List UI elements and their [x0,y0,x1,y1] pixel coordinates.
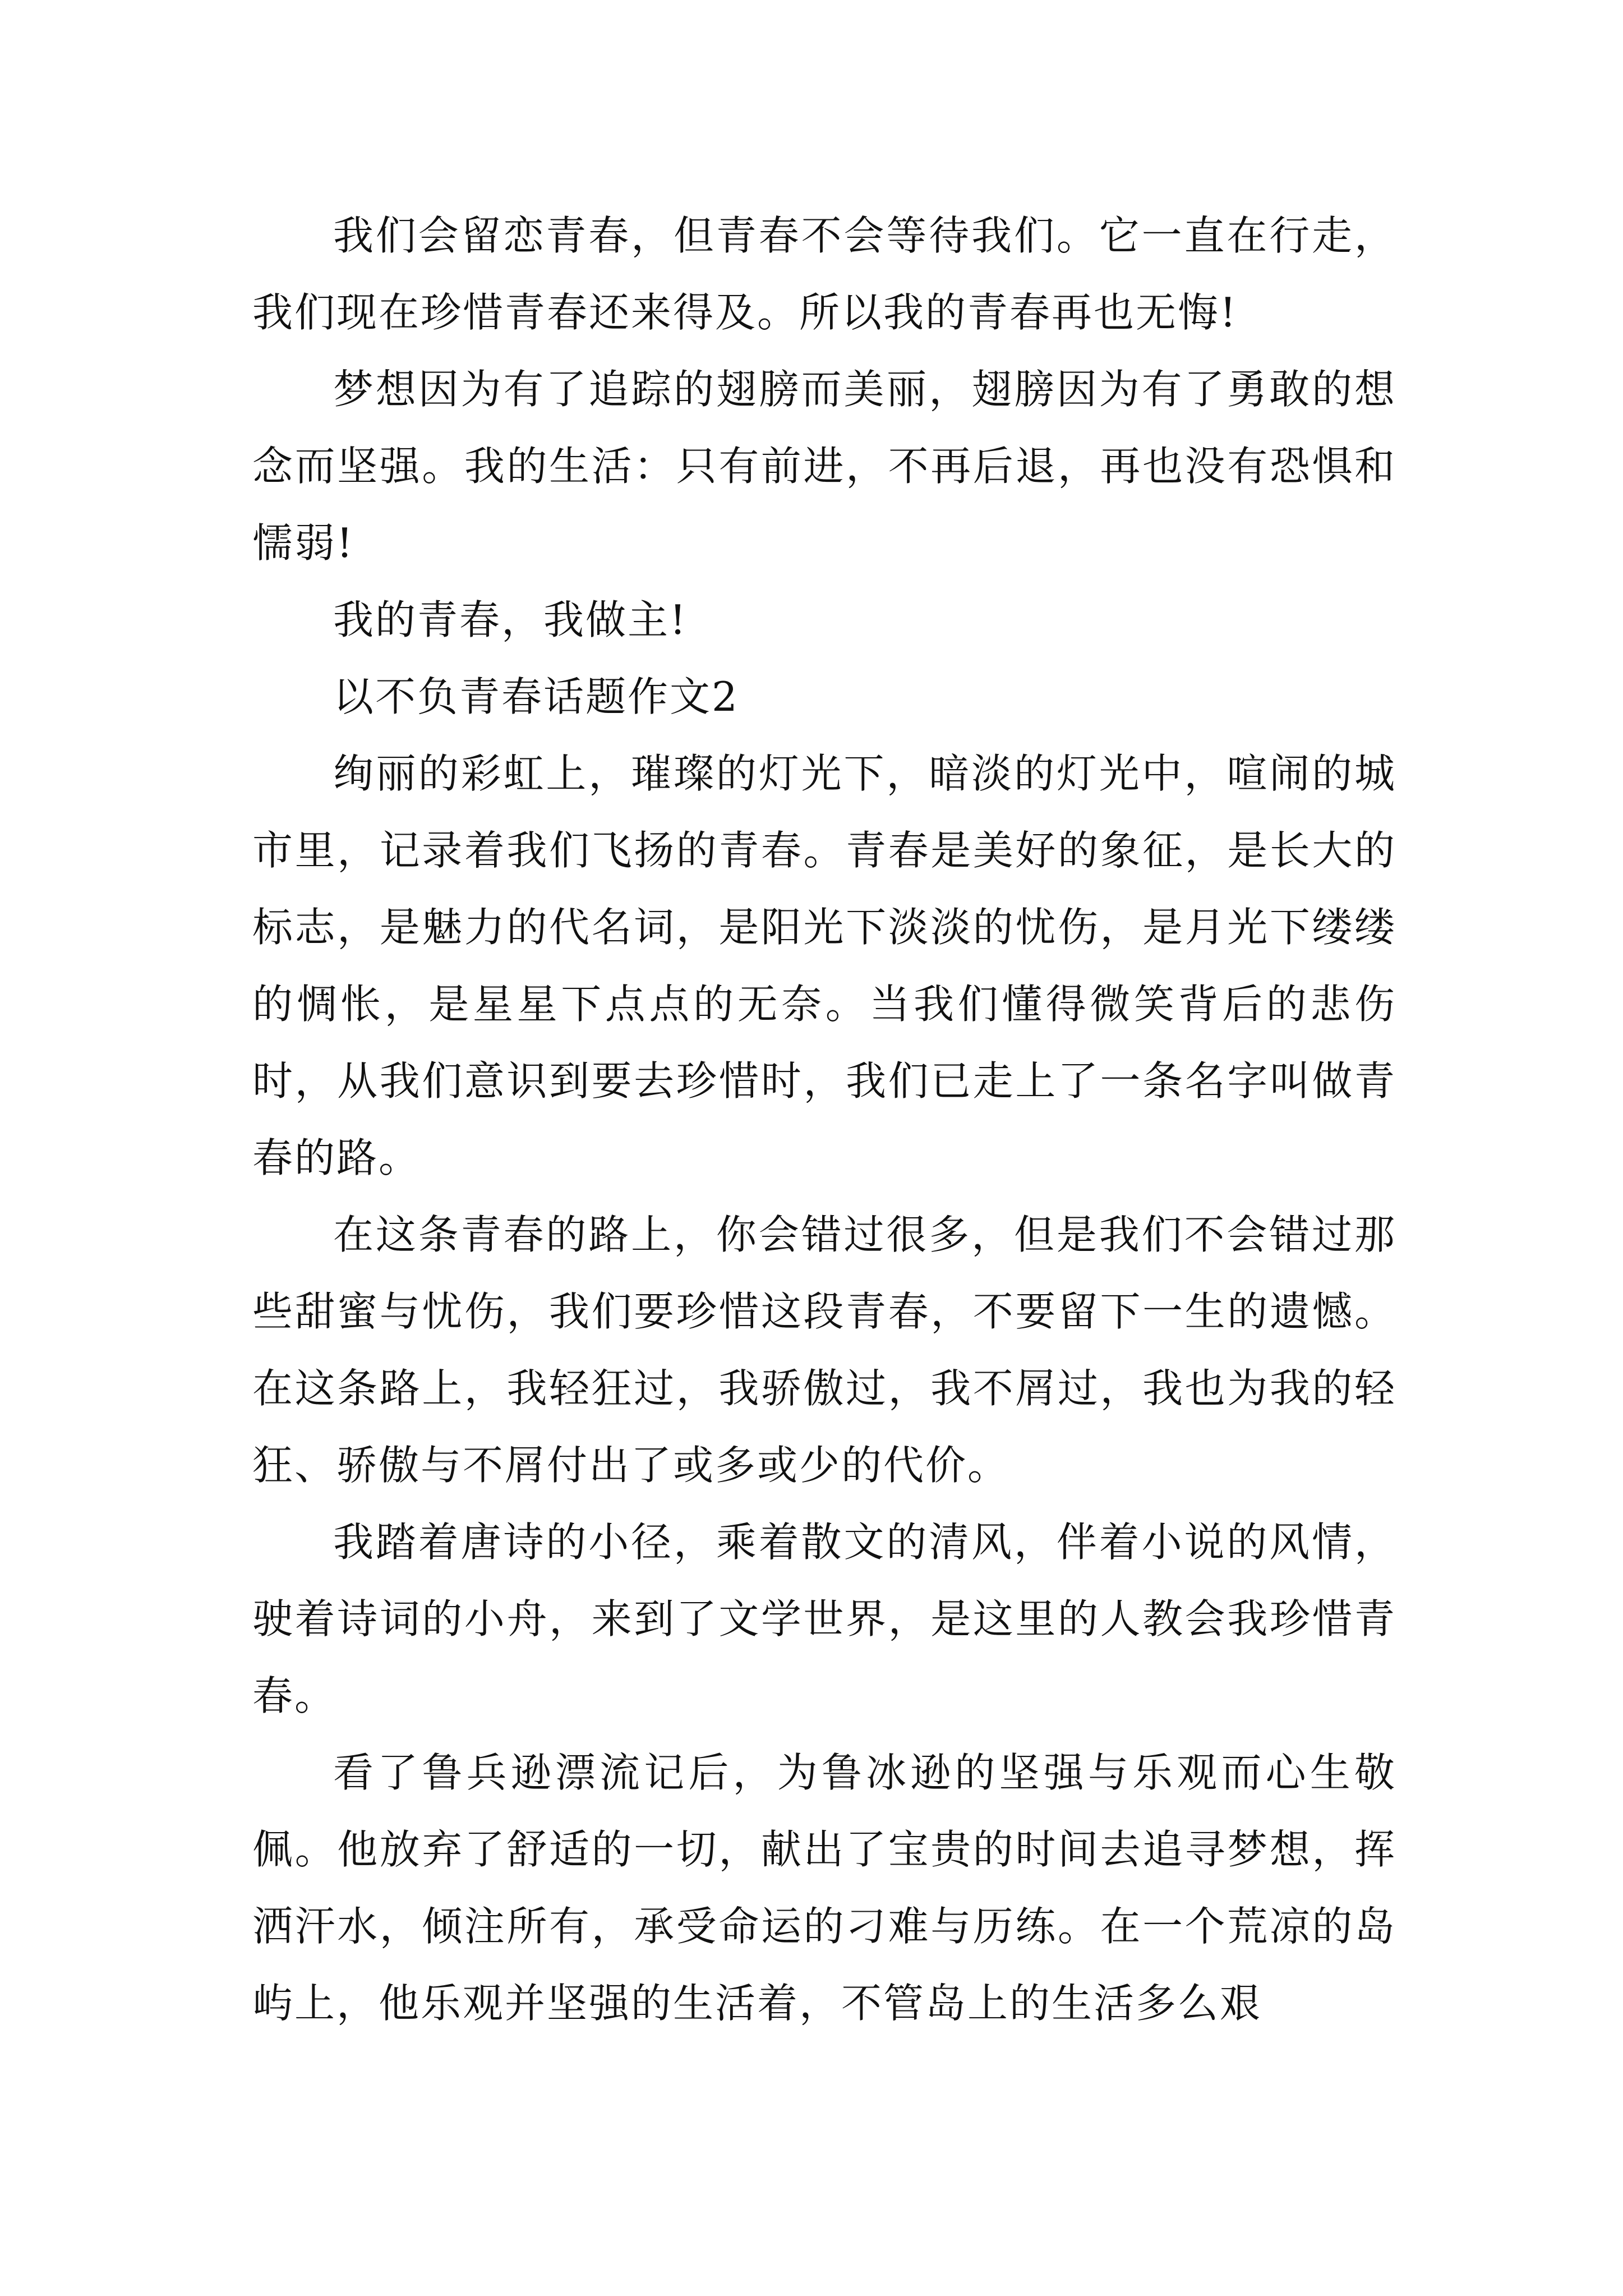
section-title: 以不负青春话题作文2 [333,673,739,720]
paragraph: 我的青春，我做主! [333,596,688,643]
paragraph: 绚丽的彩虹上，璀璨的灯光下，暗淡的灯光中，喧闹的城市里，记录着我们飞扬的青春。青春是美好的象征，是长大的标志，是魅力的代名词，是阳光下淡淡的忧伤，是月光下缕缕的惆怅，是星星下点点的无奈。当我们懂得微笑背后的悲伤时，从我们意识到要去珍惜时，我们已走上了一条名字叫做青春的路。 [252,750,1396,1181]
paragraph: 我踏着唐诗的小径，乘着散文的清风，伴着小说的风情，驶着诗词的小舟，来到了文学世界，是这里的人教会我珍惜青春。 [252,1519,1396,1719]
paragraph: 梦想因为有了追踪的翅膀而美丽，翅膀因为有了勇敢的想念而坚强。我的生活：只有前进，不再后退，再也没有恐惧和懦弱! [252,366,1396,567]
paragraph: 看了鲁兵逊漂流记后，为鲁冰逊的坚强与乐观而心生敬佩。他放弃了舒适的一切，献出了宝贵的时间去追寻梦想，挥洒汗水，倾注所有，承受命运的刁难与历练。在一个荒凉的岛屿上，他乐观并坚强的生活着，不管岛上的生活多么艰 [252,1749,1396,2027]
paragraph: 我们会留恋青春，但青春不会等待我们。它一直在行走，我们现在珍惜青春还来得及。所以我的青春再也无悔! [252,212,1396,336]
document-body [252,197,1396,2042]
paragraph: 在这条青春的路上，你会错过很多，但是我们不会错过那些甜蜜与忧伤，我们要珍惜这段青春，不要留下一生的遗憾。在这条路上，我轻狂过，我骄傲过，我不屑过，我也为我的轻狂、骄傲与不屑付出了或多或少的代价。 [252,1211,1396,1489]
